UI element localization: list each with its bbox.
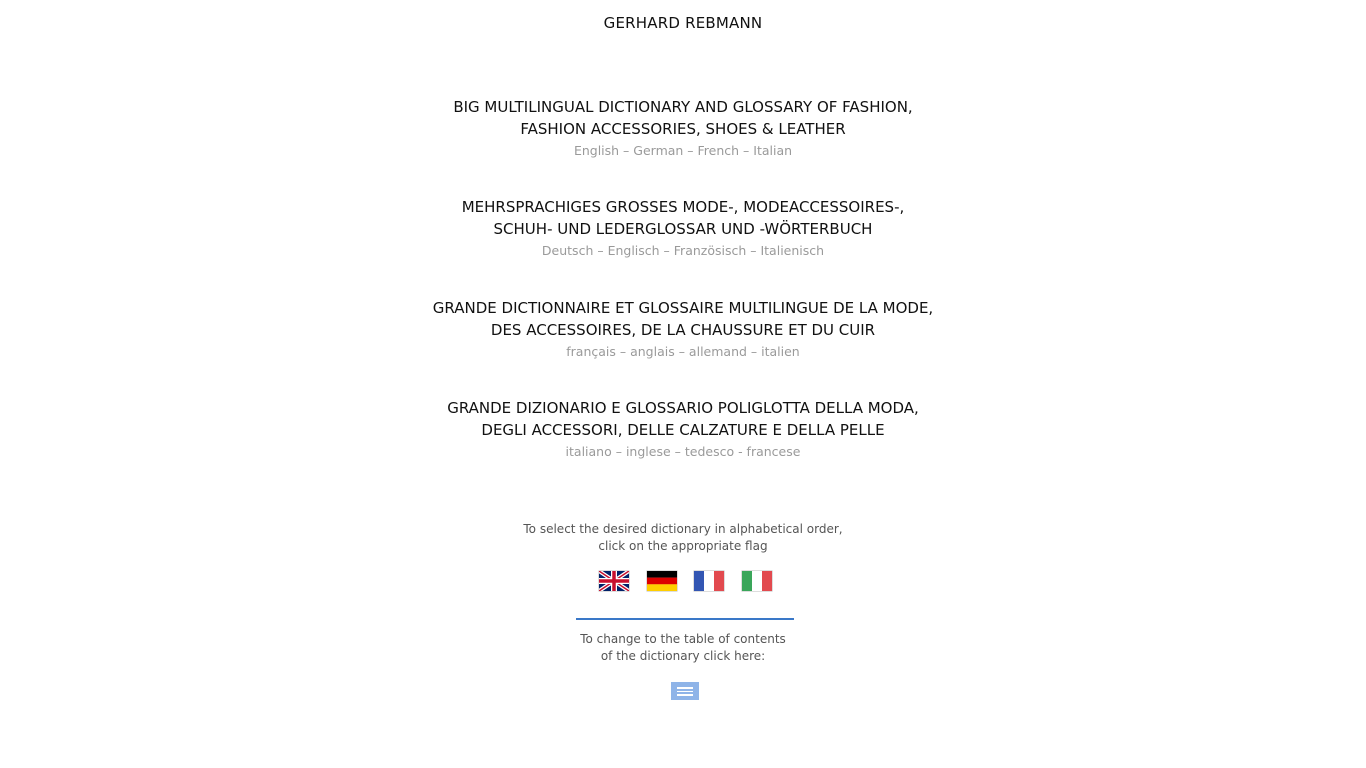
menu-icon (677, 687, 693, 689)
author-name: GERHARD REBMANN (603, 14, 763, 32)
dictionary-languages: italiano – inglese – tedesco - francese (565, 444, 801, 459)
dictionary-title-line1[interactable]: BIG MULTILINGUAL DICTIONARY AND GLOSSARY OF FASHION, (453, 98, 913, 116)
dictionary-title-line2[interactable]: FASHION ACCESSORIES, SHOES & LEATHER (520, 120, 846, 138)
toc-instruction-line1: To change to the table of contents (580, 632, 786, 646)
toc-instruction (0, 631, 1366, 665)
dictionary-fr-block[interactable] (0, 297, 1366, 363)
dictionary-it-block[interactable] (0, 397, 1366, 463)
france-flag-icon[interactable] (694, 571, 724, 591)
table-of-contents-button[interactable] (671, 682, 699, 700)
dictionary-title-line2[interactable]: DEGLI ACCESSORI, DELLE CALZATURE E DELLA PELLE (481, 421, 885, 439)
dictionary-de-block[interactable] (0, 196, 1366, 262)
dictionary-en-block[interactable] (0, 96, 1366, 162)
dictionary-title-line1[interactable]: MEHRSPRACHIGES GROSSES MODE-, MODEACCESSOIRES-, (461, 198, 905, 216)
select-instruction-line1: To select the desired dictionary in alphabetical order, (523, 522, 843, 536)
dictionary-title-line1[interactable]: GRANDE DICTIONNAIRE ET GLOSSAIRE MULTILINGUE DE LA MODE, (432, 299, 934, 317)
germany-flag-icon[interactable] (647, 571, 677, 591)
italy-flag-icon[interactable] (742, 571, 772, 591)
flag-row (598, 571, 778, 593)
toc-instruction-line2: of the dictionary click here: (600, 649, 766, 663)
uk-flag-icon[interactable] (599, 571, 629, 591)
select-instruction (0, 521, 1366, 555)
dictionary-title-line2[interactable]: DES ACCESSOIRES, DE LA CHAUSSURE ET DU CUIR (490, 321, 876, 339)
dictionary-title-line1[interactable]: GRANDE DIZIONARIO E GLOSSARIO POLIGLOTTA DELLA MODA, (447, 399, 919, 417)
divider-line (576, 618, 794, 620)
dictionary-title-line2[interactable]: SCHUH- UND LEDERGLOSSAR UND -WÖRTERBUCH (493, 220, 873, 238)
select-instruction-line2: click on the appropriate flag (598, 539, 768, 553)
dictionary-languages: English – German – French – Italian (573, 143, 793, 158)
dictionary-languages: français – anglais – allemand – italien (566, 344, 800, 359)
dictionary-languages: Deutsch – Englisch – Französisch – Italienisch (541, 243, 825, 258)
